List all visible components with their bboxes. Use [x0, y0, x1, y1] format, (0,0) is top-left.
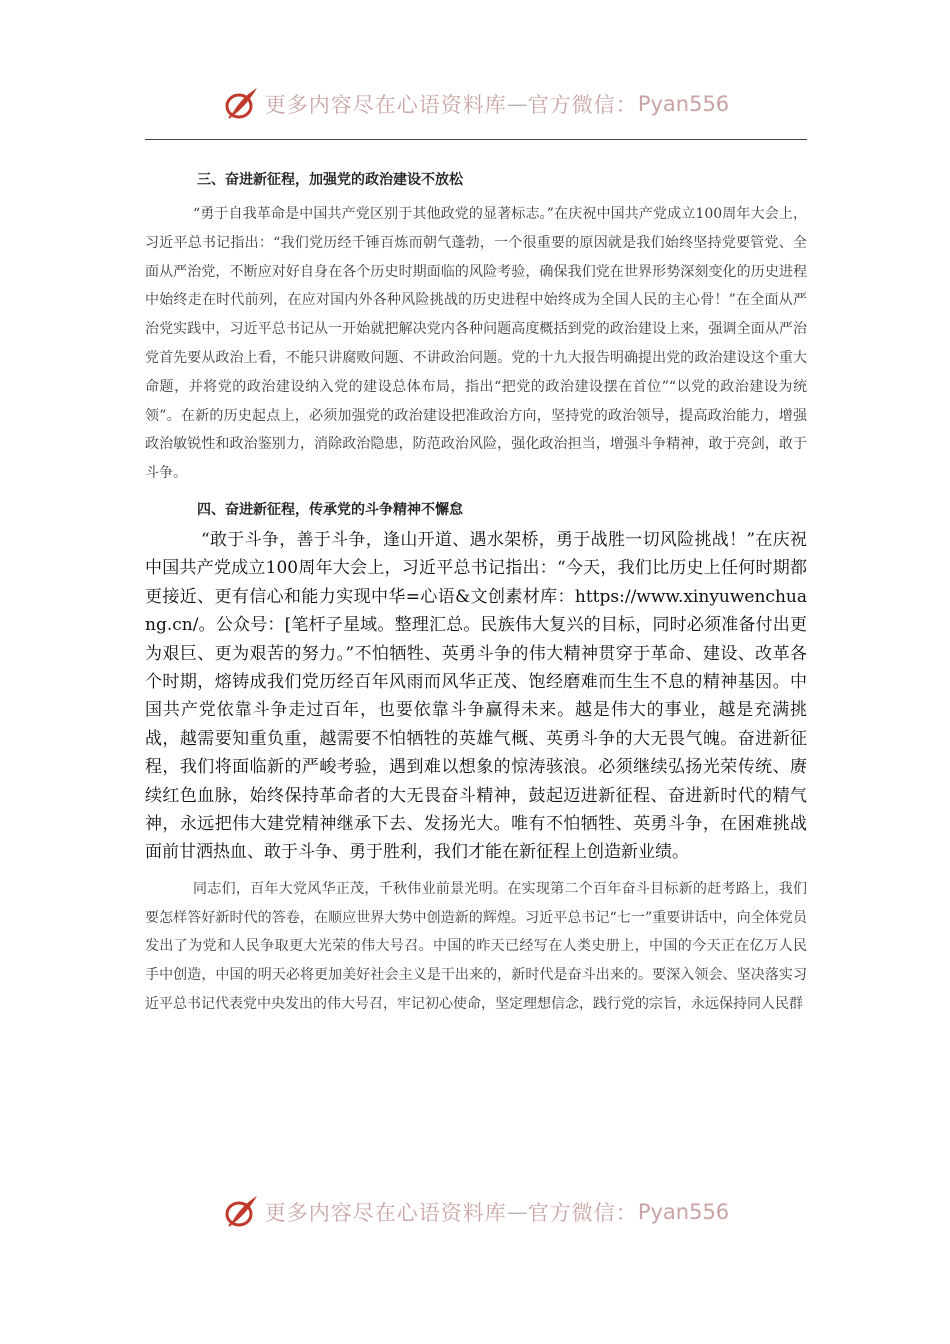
banner-wechat-id: Pyan556 — [637, 92, 730, 116]
banner-wechat-id: Pyan556 — [637, 1200, 730, 1224]
section-3-paragraph: “勇于自我革命是中国共产党区别于其他政党的显著标志。”在庆祝中国共产党成立100周年大会上，习近平总书记指出：“我们党历经千锤百炼而朝气蓬勃，一个很重要的原因就是我们始终坚持党要管党、全面从严治党，不断应对好自身在各个历史时期面临的风险考验，确保我们党在世界形势深刻变化的历史进程中始终走在时代前列，在应对国内外各种风险挑战的历史进程中始终成为全国人民的主心骨！”在全面从严治党实践中，习近平总书记从一开始就把解决党内各种问题高度概括到党的政治建设上来，强调全面从严治党首先要从政治上看，不能只讲腐败问题、不讲政治问题。党的十九大报告明确提出党的政治建设这个重大命题，并将党的政治建设纳入党的建设总体布局，指出“把党的政治建设摆在首位”“以党的政治建设为统领”。在新的历史起点上，必须加强党的政治建设把准政治方向，坚持党的政治领导，提高政治能力，增强政治敏锐性和政治鉴别力，消除政治隐患，防范政治风险，强化政治担当，增强斗争精神，敢于亮剑，敢于斗争。 — [145, 206, 807, 482]
banner-separator: — — [506, 1200, 528, 1224]
banner-wechat-label: 官方微信： — [527, 1201, 638, 1225]
banner-wechat-label: 官方微信： — [527, 93, 638, 117]
header-rule — [145, 139, 807, 140]
section-4-heading: 四、奋进新征程，传承党的斗争精神不懈怠 — [197, 501, 463, 518]
banner-separator: — — [506, 92, 528, 116]
banner-text: 更多内容尽在心语资料库 — [264, 93, 507, 117]
section-3-heading: 三、奋进新征程，加强党的政治建设不放松 — [197, 172, 463, 188]
quill-logo-icon — [221, 1192, 261, 1232]
quill-logo-icon — [221, 84, 261, 124]
footer-banner — [0, 1190, 950, 1234]
closing-paragraph: 同志们，百年大党风华正茂，千秋伟业前景光明。在实现第二个百年奋斗目标新的赶考路上，我们要怎样答好新时代的答卷，在顺应世界大势中创造新的辉煌。习近平总书记“七一”重要讲话中，向全体党员发出了为党和人民争取更大光荣的伟大号召。中国的昨天已经写在人类史册上，中国的今天正在亿万人民 手中创造，中国的明天必将更加美好社会主义是干出来的，新时代是奋斗出来的。要深入领会、坚决落实习近平总书记代表党中央发出的伟大号召，牢记初心使命，坚定理想信念，践行党的宗旨，永远保持同人民群 — [145, 880, 807, 1013]
banner-text: 更多内容尽在心语资料库 — [264, 1201, 507, 1225]
document-body — [145, 166, 807, 1019]
section-4-paragraph: “敢于斗争，善于斗争，逢山开道、遇水架桥，勇于战胜一切风险挑战！”在庆祝中国共产党成立100周年大会上，习近平总书记指出：“今天，我们比历史上任何时期都更接近、更有信心和能力实现中华=心语&文创素材库：https://www.xinyuwenchuang.cn/。公众号：[笔杆子星域。整理汇总。民族伟大复兴的目标，同时必须准备付出更为艰巨、更为艰苦的努力。”不怕牺牲、英勇斗争的伟大精神贯穿于革命、建设、改革各个时期，熔铸成我们党历经百年风雨而风华正茂、饱经磨难而生生不息的精神基因。中国共产党依靠斗争走过百年，也要依靠斗争赢得未来。越是伟大的事业，越是充满挑战，越需要知重负重，越需要不怕牺牲的英雄气概、英勇斗争的大无畏气魄。奋进新征程，我们将面临新的严峻考验，遇到难以想象的惊涛骇浪。必须继续弘扬光荣传统、赓续红色血脉，始终保持革命者的大无畏奋斗精神，鼓起迈进新征程、奋进新时代的精气神，永远把伟大建党精神继承下去、发扬光大。唯有不怕牺牲、英勇斗争，在困难挑战面前甘洒热血、敢于斗争、勇于胜利，我们才能在新征程上创造新业绩。 — [145, 529, 807, 863]
header-banner — [0, 82, 950, 126]
